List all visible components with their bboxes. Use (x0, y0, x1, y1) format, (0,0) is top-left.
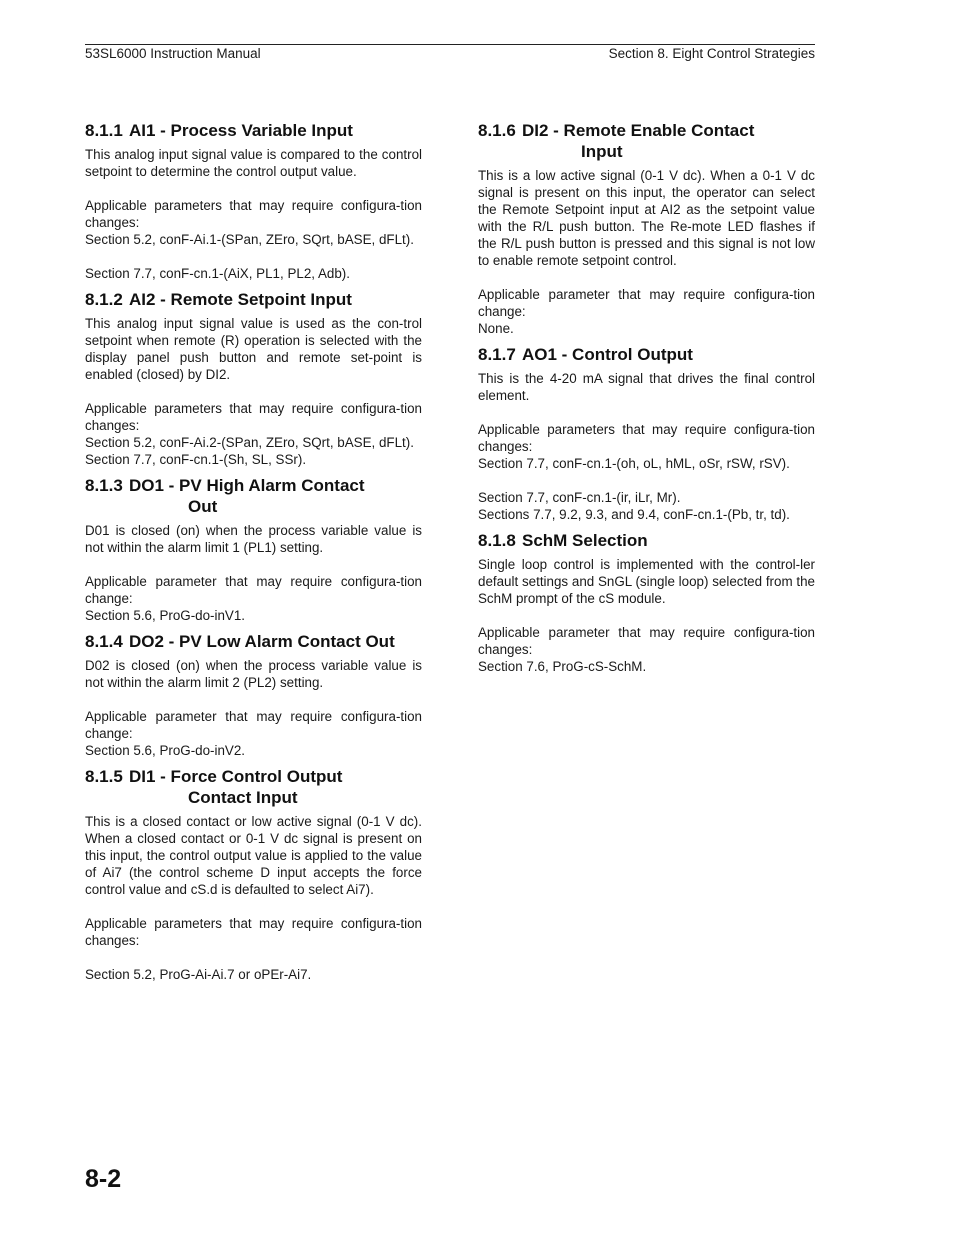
section-number: 8.1.3 (85, 476, 123, 495)
paragraph: Applicable parameter that may require configura-tion changes: Section 7.6, ProG-cS-SchM. (478, 625, 815, 674)
left-column (85, 120, 422, 990)
paragraph: This is a closed contact or low active signal (0-1 V dc). When a closed contact or 0-1 V dc signal is present on this input, the control output value is applied to the value of Ai7 (the control scheme D input accepts the force control value and cS.d is defaulted to select Ai7). (85, 814, 422, 897)
section-heading (85, 120, 422, 141)
section-number: 8.1.7 (478, 345, 516, 364)
section-title: AO1 - Control Output (522, 345, 693, 364)
section-number: 8.1.2 (85, 290, 123, 309)
section-heading (85, 631, 422, 652)
section-title: Section 8. Eight Control Strategies (608, 46, 815, 61)
paragraph: Section 7.7, conF-cn.1-(AiX, PL1, PL2, Adb). (85, 266, 350, 281)
paragraph: This analog input signal value is used as the con-trol setpoint when remote (R) operation is selected with the display panel push button and remote set-point is enabled (closed) by DI2. (85, 316, 422, 382)
section-title-continued: Input (581, 142, 623, 161)
section-number: 8.1.6 (478, 121, 516, 140)
section-number: 8.1.4 (85, 632, 123, 651)
section-title-continued: Out (188, 497, 218, 516)
section-8-1-2 (85, 289, 422, 468)
page-header (85, 44, 815, 61)
section-8-1-1 (85, 120, 422, 282)
paragraph: This analog input signal value is compared to the control setpoint to determine the control output value. (85, 147, 422, 179)
section-title: DO2 - PV Low Alarm Contact Out (129, 632, 395, 651)
paragraph: Applicable parameters that may require configura-tion changes: Section 7.7, conF-cn.1-(oh, oL, hML, oSr, rSW, rSV). (478, 422, 815, 471)
manual-title: 53SL6000 Instruction Manual (85, 46, 261, 61)
section-number: 8.1.5 (85, 767, 123, 786)
section-heading (85, 289, 422, 310)
section-8-1-3 (85, 475, 422, 624)
paragraph: Applicable parameters that may require configura-tion changes: Section 5.2, conF-Ai.1-(SPan, ZEro, SQrt, bASE, dFLt). (85, 198, 422, 247)
section-8-1-7 (478, 344, 815, 523)
section-8-1-6 (478, 120, 815, 337)
section-title: SchM Selection (522, 531, 648, 550)
section-heading (478, 344, 815, 365)
paragraph: Single loop control is implemented with the control-ler default settings and SnGL (single loop) selected from the SchM prompt of the cS module. (478, 557, 815, 606)
paragraph: Applicable parameters that may require configura-tion changes: Section 5.2, conF-Ai.2-(SPan, ZEro, SQrt, bASE, dFLt). Section 7.7, conF-cn.1-(Sh, SL, SSr). (85, 401, 422, 467)
paragraph: Section 5.2, ProG-Ai-Ai.7 or oPEr-Ai7. (85, 967, 312, 982)
section-title: AI1 - Process Variable Input (129, 121, 353, 140)
paragraph: This is the 4-20 mA signal that drives the final control element. (478, 371, 815, 403)
section-heading (85, 475, 422, 517)
paragraph: Applicable parameter that may require configura-tion change: Section 5.6, ProG-do-inV1. (85, 574, 422, 623)
section-title-continued: Contact Input (188, 788, 298, 807)
page-number: 8-2 (85, 1165, 122, 1193)
section-8-1-4 (85, 631, 422, 759)
paragraph: Applicable parameters that may require configura-tion changes: (85, 916, 422, 948)
section-8-1-5 (85, 766, 422, 983)
section-title: DI2 - Remote Enable Contact (522, 121, 755, 140)
paragraph: This is a low active signal (0-1 V dc). When a 0-1 V dc signal is present on this input, the operator can select the Remote Setpoint input at AI2 as the setpoint value with the R/L push button. The Re-mote LED flashes if the R/L push button is pressed and this signal is not low to enable remote setpoint control. (478, 168, 815, 268)
paragraph: Applicable parameter that may require configura-tion change: Section 5.6, ProG-do-inV2. (85, 709, 422, 758)
section-8-1-8 (478, 530, 815, 675)
paragraph: D01 is closed (on) when the process variable value is not within the alarm limit 1 (PL1) setting. (85, 523, 422, 555)
section-title: DO1 - PV High Alarm Contact (129, 476, 365, 495)
paragraph: Applicable parameter that may require configura-tion change: None. (478, 287, 815, 336)
section-title: AI2 - Remote Setpoint Input (129, 290, 352, 309)
section-number: 8.1.8 (478, 531, 516, 550)
section-heading (478, 120, 815, 162)
paragraph: D02 is closed (on) when the process variable value is not within the alarm limit 2 (PL2) setting. (85, 658, 422, 690)
paragraph: Section 7.7, conF-cn.1-(ir, iLr, Mr). Sections 7.7, 9.2, 9.3, and 9.4, conF-cn.1-(Pb, tr, td). (478, 490, 790, 522)
right-column (478, 120, 815, 682)
section-heading (478, 530, 815, 551)
section-title: DI1 - Force Control Output (129, 767, 343, 786)
section-number: 8.1.1 (85, 121, 123, 140)
section-heading (85, 766, 422, 808)
